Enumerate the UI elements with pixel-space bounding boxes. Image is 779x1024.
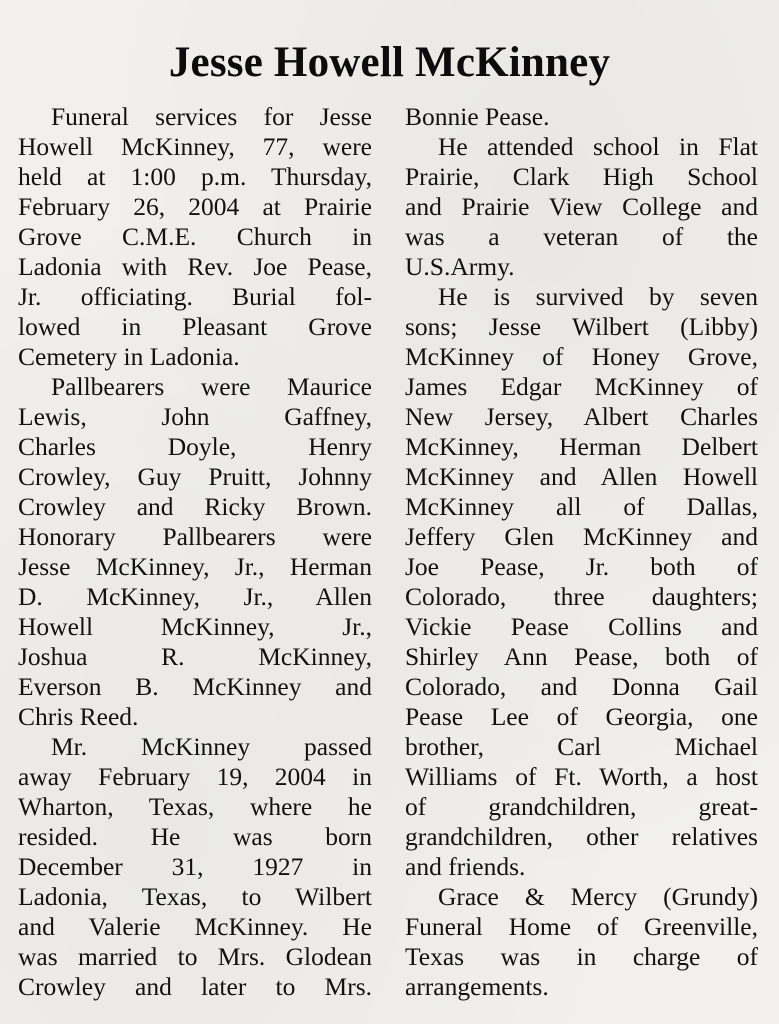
right-column-line: Grace & Mercy (Grundy) — [438, 882, 758, 911]
right-column-line: U.S.Army. — [405, 252, 515, 281]
right-column-line: Prairie, Clark High School — [405, 162, 758, 191]
right-column-line: Williams of Ft. Worth, a host — [405, 762, 758, 791]
left-column-line: was married to Mrs. Glodean — [18, 942, 372, 971]
left-column-line: lowed in Pleasant Grove — [18, 312, 372, 341]
right-column-line: McKinney of Honey Grove, — [405, 342, 758, 371]
left-column-line: Pallbearers were Maurice — [51, 372, 372, 401]
right-column-line: New Jersey, Albert Charles — [405, 402, 758, 431]
left-column-line: Cemetery in Ladonia. — [18, 342, 240, 371]
left-column-line: Grove C.M.E. Church in — [18, 222, 372, 251]
right-column-line: Jeffery Glen McKinney and — [405, 522, 758, 551]
left-column-line: Ladonia, Texas, to Wilbert — [18, 882, 372, 911]
left-column-line: Mr. McKinney passed — [51, 732, 372, 761]
obituary-headline: Jesse Howell McKinney — [168, 39, 611, 86]
right-column-line: McKinney all of Dallas, — [405, 492, 758, 521]
left-column-line: away February 19, 2004 in — [18, 762, 372, 791]
left-column-line: Crowley and later to Mrs. — [18, 972, 372, 1001]
left-column-line: February 26, 2004 at Prairie — [18, 192, 372, 221]
right-column — [405, 102, 758, 1002]
left-column-line: December 31, 1927 in — [18, 852, 372, 881]
left-column — [18, 102, 372, 1002]
right-column-line: Texas was in charge of — [405, 942, 758, 971]
right-column-line: brother, Carl Michael — [405, 732, 758, 761]
left-column-line: Charles Doyle, Henry — [18, 432, 372, 461]
left-column-line: Howell McKinney, Jr., — [18, 612, 372, 641]
left-column-line: Funeral services for Jesse — [51, 102, 372, 131]
right-column-line: and friends. — [405, 852, 526, 881]
left-column-line: Howell McKinney, 77, were — [18, 132, 372, 161]
right-column-line: grandchildren, other relatives — [405, 822, 758, 851]
right-column-line: McKinney, Herman Delbert — [405, 432, 758, 461]
right-column-line: He is survived by seven — [438, 282, 758, 311]
right-column-line: and Prairie View College and — [405, 192, 758, 221]
right-column-line: McKinney and Allen Howell — [405, 462, 758, 491]
left-column-line: Crowley and Ricky Brown. — [18, 492, 372, 521]
left-column-line: resided. He was born — [18, 822, 372, 851]
left-column-line: Lewis, John Gaffney, — [18, 402, 372, 431]
right-column-line: Shirley Ann Pease, both of — [405, 642, 758, 671]
right-column-line: Vickie Pease Collins and — [405, 612, 758, 641]
right-column-line: Colorado, and Donna Gail — [405, 672, 758, 701]
left-column-line: held at 1:00 p.m. Thursday, — [18, 162, 372, 191]
right-column-line: Bonnie Pease. — [405, 102, 550, 131]
left-column-line: Jesse McKinney, Jr., Herman — [18, 552, 372, 581]
left-column-line: D. McKinney, Jr., Allen — [18, 582, 372, 611]
left-column-line: Everson B. McKinney and — [18, 672, 372, 701]
left-column-line: Ladonia with Rev. Joe Pease, — [18, 252, 372, 281]
right-column-line: Funeral Home of Greenville, — [405, 912, 758, 941]
right-column-line: of grandchildren, great- — [405, 792, 758, 821]
left-column-line: Chris Reed. — [18, 702, 139, 731]
left-column-line: Jr. officiating. Burial fol- — [18, 282, 372, 311]
right-column-line: Joe Pease, Jr. both of — [405, 552, 758, 581]
left-column-line: and Valerie McKinney. He — [18, 912, 372, 941]
left-column-line: Joshua R. McKinney, — [18, 642, 372, 671]
right-column-line: Pease Lee of Georgia, one — [405, 702, 758, 731]
left-column-line: Honorary Pallbearers were — [18, 522, 372, 551]
right-column-line: Colorado, three daughters; — [405, 582, 758, 611]
left-column-line: Wharton, Texas, where he — [18, 792, 372, 821]
right-column-line: sons; Jesse Wilbert (Libby) — [405, 312, 758, 341]
right-column-line: was a veteran of the — [405, 222, 758, 251]
right-column-line: He attended school in Flat — [438, 132, 758, 161]
right-column-line: arrangements. — [405, 972, 549, 1001]
left-column-line: Crowley, Guy Pruitt, Johnny — [18, 462, 372, 491]
right-column-line: James Edgar McKinney of — [405, 372, 758, 401]
